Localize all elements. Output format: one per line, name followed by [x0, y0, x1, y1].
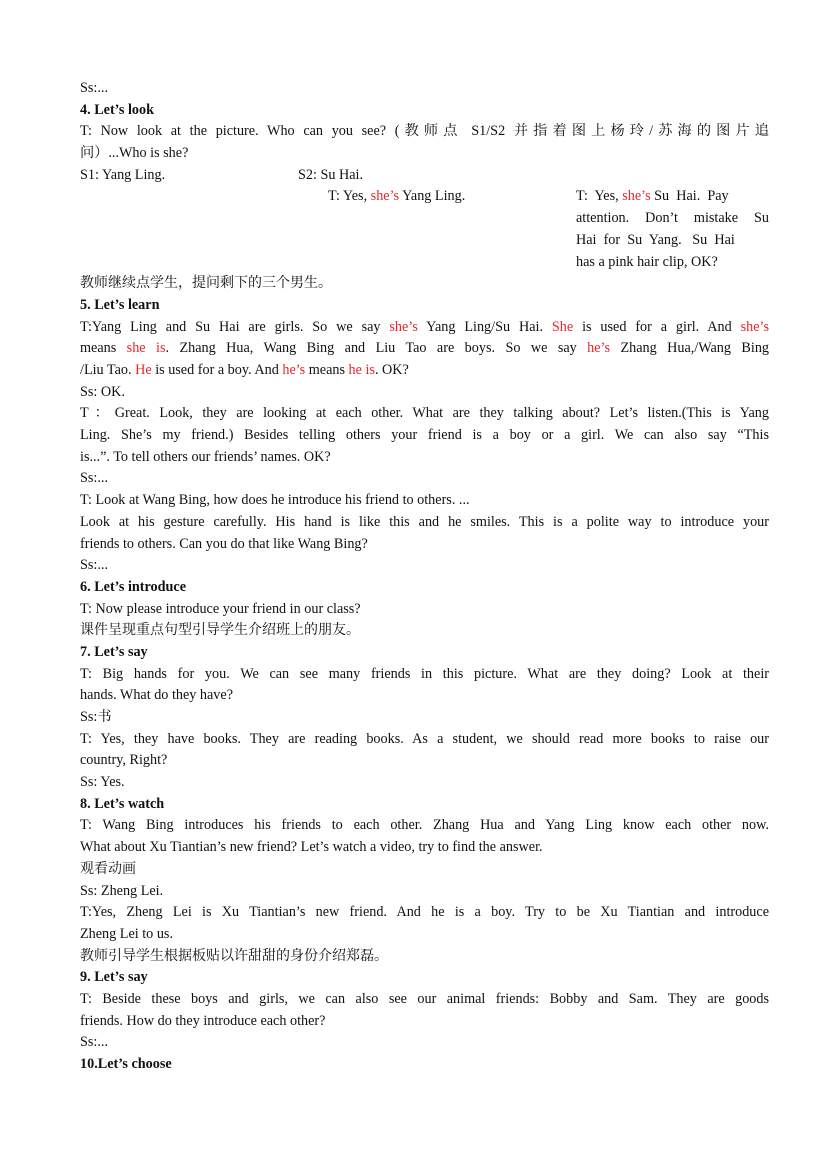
text-line: is...”. To tell others our friends’ names. OK? [80, 448, 331, 465]
text-line: T: Now please introduce your friend in our class? [80, 600, 361, 617]
chinese-note: 观看动画 [80, 860, 136, 877]
text-line: T: Look at Wang Bing, how does he introduce his friend to others. ... [80, 492, 470, 509]
teacher-reply-1: T: Yes, she’s Yang Ling. [328, 188, 466, 205]
highlight-word: she’s [389, 318, 418, 335]
text-line: Zheng Lei to us. [80, 925, 173, 942]
document-page [80, 78, 769, 1076]
highlight-word: she’s [622, 188, 651, 205]
text-line: Ss: Zheng Lei. [80, 882, 164, 899]
text-line: friends. How do they introduce each other? [80, 1012, 326, 1029]
text-line: T: Wang Bing introduces his friends to each other. Zhang Hua and Yang Ling know each other now. [80, 817, 769, 834]
highlight-word: she’s [740, 318, 769, 335]
text-line: Ss: Yes. [80, 774, 125, 791]
highlight-word: she’s [370, 188, 400, 205]
text-line: T:Yang Ling and Su Hai are girls. So we say she’s Yang Ling/Su Hai. She is used for a girl. And she’s [80, 318, 769, 335]
section-heading: 4. Let’s look [80, 101, 154, 118]
section-heading: 10.Let’s choose [80, 1056, 172, 1072]
text-line: Ss:书 [80, 709, 112, 725]
section-heading: 7. Let’s say [80, 643, 148, 660]
text-line: Look at his gesture carefully. His hand is like this and he smiles. This is a polite way to introduce your [80, 513, 769, 530]
section-heading: 6. Let’s introduce [80, 578, 187, 595]
text-line: has a pink hair clip, OK? [576, 253, 718, 270]
text-line: country, Right? [80, 752, 168, 769]
text-line: T：Great. Look, they are looking at each other. What are they talking about? Let’s listen.(This is Yang [80, 405, 769, 422]
highlight-word: he is [348, 362, 375, 378]
text-line: T: Big hands for you. We can see many friends in this picture. What are they doing? Look at their [80, 665, 769, 682]
highlight-word: she is [126, 340, 166, 357]
text-line: /Liu Tao. He is used for a boy. And he’s means he is. OK? [80, 362, 409, 378]
text-line: Ling. She’s my friend.) Besides telling others your friend is a boy or a girl. We can also say “This [80, 427, 769, 444]
text-line: T:Yes, Zheng Lei is Xu Tiantian’s new friend. And he is a boy. Try to be Xu Tiantian and introduce [80, 904, 769, 921]
teacher-reply-2: T: Yes, she’s Su Hai. Pay attention. Don’t mistake Su Hai for Su Yang. Su Hai has a pink hair clip, OK? [576, 186, 769, 273]
text-line: means she is. Zhang Hua, Wang Bing and Liu Tao are boys. So we say he’s Zhang Hua,/Wang Bing [80, 340, 769, 357]
text-line: 问）...Who is she? [80, 145, 189, 162]
text-line: hands. What do they have? [80, 687, 233, 704]
dialogue-block [80, 165, 769, 274]
text-line: Ss: OK. [80, 383, 125, 400]
chinese-note: 教师引导学生根据板贴以许甜甜的身份介绍郑磊。 [80, 947, 388, 964]
text-line: Ss:... [80, 80, 108, 96]
chinese-note: 课件呈现重点句型引导学生介绍班上的朋友。 [80, 622, 360, 639]
text-line: T: Yes, they have books. They are reading books. As a student, we should read more books to raise our [80, 730, 769, 747]
student-answer-s2: S2: Su Hai. [298, 166, 364, 183]
text-line: T: Beside these boys and girls, we can also see our animal friends: Bobby and Sam. They are goods [80, 990, 769, 1007]
section-heading: 5. Let’s learn [80, 296, 160, 313]
student-answer-s1: S1: Yang Ling. [80, 166, 166, 183]
section-heading: 9. Let’s say [80, 969, 148, 986]
section-heading: 8. Let’s watch [80, 795, 165, 812]
text-line: attention. Don’t mistake Su [576, 210, 769, 227]
text-line: Ss:... [80, 557, 108, 574]
chinese-note: 教师继续点学生，提问剩下的三个男生。 [80, 275, 332, 292]
highlight-word: He [135, 362, 152, 378]
highlight-word: he’s [587, 340, 611, 357]
highlight-word: She [551, 318, 574, 335]
text-line: friends to others. Can you do that like Wang Bing? [80, 535, 368, 552]
text-line: Hai for Su Yang. Su Hai [576, 231, 735, 248]
text-line: T: Now look at the picture. Who can you see? (教师点 S1/S2 并指着图上杨玲/苏海的图片追 [80, 123, 769, 140]
highlight-word: he’s [282, 362, 306, 378]
text-line: Ss:... [80, 1034, 108, 1051]
text-line: What about Xu Tiantian’s new friend? Let’s watch a video, try to find the answer. [80, 839, 543, 856]
text-line: Ss:... [80, 470, 108, 487]
